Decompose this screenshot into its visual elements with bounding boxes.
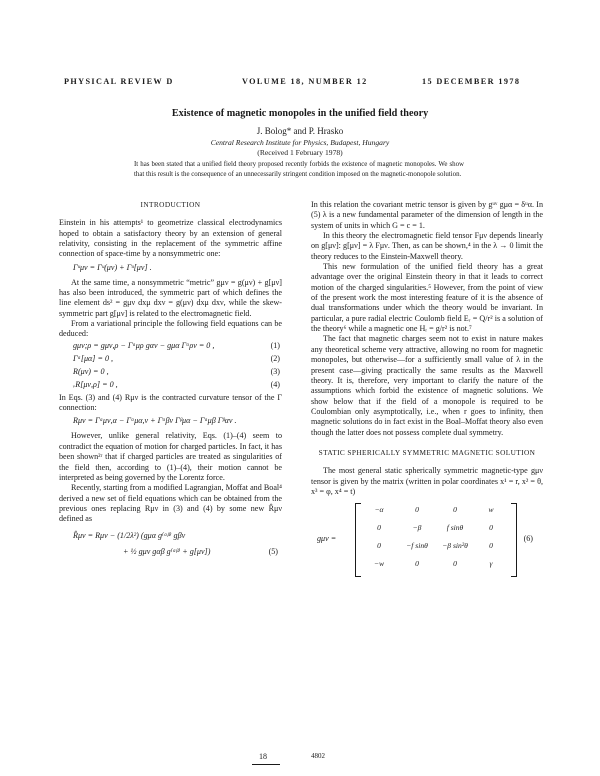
matrix-cell-1-1: −β — [412, 523, 422, 533]
footer-page-number: 4802 — [311, 752, 325, 760]
paragraph: However, unlike general relativity, Eqs. (1)–(4) seem to contradict the equation of motion for charged particles. In fact, it has been shown²ʳ that if charged particles are treated as singularities of the field then, according to (1)–(4), their motion cannot be interpreted as being governed by the Lorentz force. — [59, 431, 282, 482]
left-column — [59, 200, 282, 567]
paragraph: In this theory the electromagnetic field tensor Fμν depends linearly on g[μν]: g[μν] = λ Fμν. Then, as can be shown,⁴ in the λ → 0 limit the theory reduces to the Einstein-Maxwell theory. — [311, 231, 543, 261]
running-header — [64, 77, 532, 89]
matrix-cell-2-1: −f sinθ — [406, 541, 428, 551]
received-date: (Received 1 February 1978) — [257, 148, 343, 157]
equation-line-2: + ½ gμν gαβ g⁽ᵅᵝ⁾ + g[μν]) — [123, 546, 211, 556]
equation-ricci — [59, 416, 282, 429]
footer-rule — [252, 764, 280, 765]
equation-5 — [59, 529, 282, 561]
matrix-cell-1-3: 0 — [489, 523, 493, 533]
matrix-cell-3-1: 0 — [415, 559, 419, 569]
equation-text: Rμν = Γᵅμν,α − Γᵅμα,ν + Γᵅβν Γᵝμα − Γᵅμβ Γᵝαν . — [73, 416, 237, 426]
equation-2 — [59, 354, 282, 366]
article-title: Existence of magnetic monopoles in the unified field theory — [171, 108, 429, 119]
equation-text: R(μν) = 0 , — [73, 366, 109, 376]
footer-volume: 18 — [259, 752, 267, 761]
paragraph: In Eqs. (3) and (4) Rμν is the contracted curvature tensor of the Γ connection: — [59, 392, 282, 413]
equation-number: (5) — [268, 546, 278, 556]
equation-number: (3) — [270, 366, 280, 376]
equation-4 — [59, 380, 282, 392]
equation-1 — [59, 341, 282, 353]
volume-number: VOLUME 18, NUMBER 12 — [242, 77, 368, 86]
abstract: It has been stated that a unified field theory proposed recently forbids the existence of magnetic monopoles. We show that this result is the consequence of an unnecessarily stringent condition imposed on the magnetic-monopole solution. — [134, 161, 464, 178]
equation-number: (1) — [270, 340, 280, 350]
matrix-cell-2-0: 0 — [377, 541, 381, 551]
author-affiliation: Central Research Institute for Physics, Budapest, Hungary — [210, 138, 390, 147]
matrix-cell-2-3: 0 — [489, 541, 493, 551]
paragraph: At the same time, a nonsymmetric “metric” gμν = g(μν) + g[μν] has also been introduced, the symmetric part of which defines the line element ds² = gμν dxμ dxν = g(μν) dxμ dxν, while the skew-symmetric part g[μν] is related to the electromagnetic field. — [59, 277, 282, 318]
equation-text: Γᵘμν = Γᵘ(μν) + Γᵘ[μν] . — [73, 262, 152, 272]
matrix-cell-1-2: f sinθ — [446, 523, 464, 533]
equation-connection — [59, 263, 282, 276]
matrix-cell-0-3: w — [488, 505, 494, 515]
equation-number: (4) — [270, 379, 280, 389]
matrix-right-bracket — [511, 503, 517, 577]
matrix-cell-0-2: 0 — [453, 505, 457, 515]
metric-matrix-equation — [311, 501, 543, 579]
matrix-cell-3-2: 0 — [453, 559, 457, 569]
matrix-cell-2-2: −β sin²θ — [442, 541, 468, 551]
article-authors: J. Bolog* and P. Hrasko — [256, 126, 344, 136]
matrix-lhs: gμν = — [317, 534, 337, 544]
equation-number: (2) — [270, 353, 280, 363]
issue-date: 15 DECEMBER 1978 — [422, 77, 521, 86]
equation-3 — [59, 367, 282, 379]
equation-text: Γᵅ[μα] = 0 , — [73, 353, 114, 363]
matrix-cell-3-0: −w — [373, 559, 385, 569]
paragraph: This new formulation of the unified field theory has a great advantage over the original Einstein theory in that it leads to correct motion of the charged singularities.⁵ However, from the point of view of the present work the most interesting feature of it is the absence of dual transformations under which the theory would be invariant. In particular, a pure radial electric Coulomb field Eᵣ = Q/r² is a solution of the theory⁶ while a magnetic one Hᵣ = g/r² is not.⁷ — [311, 262, 543, 334]
matrix-cell-0-0: −α — [374, 505, 384, 515]
matrix-cell-0-1: 0 — [415, 505, 419, 515]
paragraph: The most general static spherically symmetric magnetic-type gμν tensor is given by the matrix (written in polar coordinates x¹ = r, x² = θ, x³ = φ, x⁴ = t) — [311, 466, 543, 496]
paragraph: Recently, starting from a modified Lagrangian, Moffat and Boal⁴ derived a new set of field equations which can be obtained from the previous ones replacing Rμν in (3) and (4) by some new R̂μν defined as — [59, 483, 282, 524]
paragraph: The fact that magnetic charges seem not to exist in nature makes any theoretical scheme very attractive, allowing no room for magnetic monopoles, but otherwise—for a sufficiently small value of λ in the present case—giving practically the same results as the Maxwell theory. It is, therefore, very important to clarify the nature of the assumptions which forbid the existence of magnetic solutions. We show below that if the field of a monopole is required to be Coulombian only asymptotically, i.e., when r goes to infinity, then magnetic solutions do in fact exist in the Boal–Moffat theory also even though the latter does not possess complete dual symmetry. — [311, 334, 543, 437]
equation-line-1: R̂μν = Rμν − (1/2λ²) (gμα g⁽ᵅᵝ⁾ gβν — [73, 530, 186, 540]
paragraph: From a variational principle the following field equations can be deduced: — [59, 319, 282, 339]
section-heading-static-solution: STATIC SPHERICALLY SYMMETRIC MAGNETIC SOLUTION — [318, 447, 536, 457]
paragraph: Einstein in his attempts¹ to geometrize classical electrodynamics hoped to obtain a satisfactory theory by an extension of general relativity, consisting in the replacement of the symmetric affine connection of space-time by a nonsymmetric one: — [59, 218, 282, 259]
paragraph: In this relation the covariant metric tensor is given by gᵘᵛ gμα = δᵘα. In (5) λ is a new fundamental parameter of the dimension of length in the system of units in which G = c = 1. — [311, 200, 543, 230]
equation-text: gμν;ρ = gμν,ρ − Γᵅμρ gαν − gμα Γᵅρν = 0 , — [73, 340, 215, 350]
right-column — [311, 200, 543, 579]
journal-name: PHYSICAL REVIEW D — [64, 77, 174, 86]
section-heading-introduction: INTRODUCTION — [140, 200, 201, 209]
matrix-cell-1-0: 0 — [377, 523, 381, 533]
matrix-cell-3-3: γ — [489, 559, 493, 569]
equation-number: (6) — [523, 534, 533, 544]
equation-text: ᵥR[μν,ρ] = 0 , — [73, 379, 118, 389]
